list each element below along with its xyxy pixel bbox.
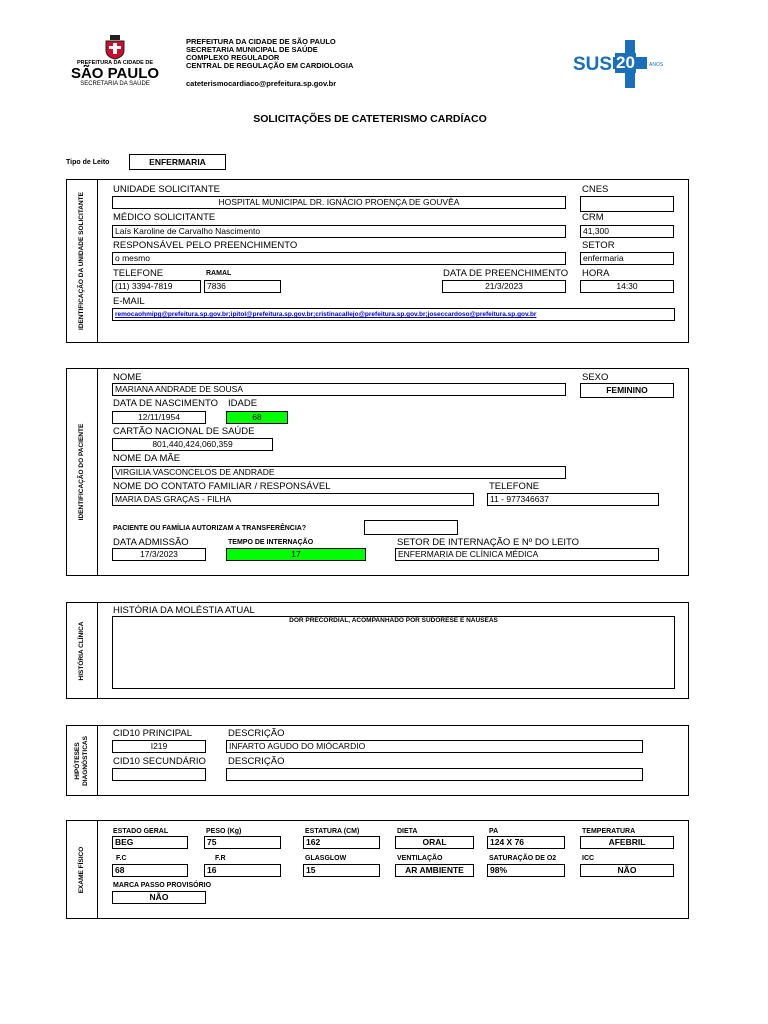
fc-label: F.C — [116, 855, 127, 862]
header-email: cateterismocardiaco@prefeitura.sp.gov.br — [186, 79, 337, 88]
peso-label: PESO (Kg) — [206, 828, 242, 835]
crm-label: CRM — [582, 212, 604, 223]
mae-label: NOME DA MÃE — [113, 453, 181, 464]
descricao-field[interactable]: INFARTO AGUDO DO MIÓCARDIO — [226, 740, 643, 753]
cid-secundario-label: CID10 SECUNDÁRIO — [113, 756, 206, 767]
city-logo-sub: SECRETARIA DA SAÚDE — [80, 81, 150, 87]
temperatura-field[interactable]: AFEBRIL — [580, 836, 674, 849]
descricao-2-field[interactable] — [226, 768, 643, 781]
fc-field[interactable]: 68 — [112, 864, 188, 877]
responsavel-field[interactable]: o mesmo — [112, 252, 566, 265]
nome-label: NOME — [113, 372, 142, 383]
cns-label: CARTÃO NACIONAL DE SAÚDE — [113, 426, 255, 437]
coat-of-arms-icon — [102, 34, 128, 60]
ramal-field[interactable]: 7836 — [204, 280, 281, 293]
autoriza-field[interactable] — [364, 520, 458, 535]
glasgow-field[interactable]: 15 — [303, 864, 380, 877]
idade-label: IDADE — [228, 398, 258, 409]
contato-field[interactable]: MARIA DAS GRAÇAS - FILHA — [112, 493, 474, 506]
sexo-field[interactable]: FEMININO — [580, 383, 674, 398]
peso-field[interactable]: 75 — [204, 836, 281, 849]
data-preenchimento-field[interactable]: 21/3/2023 — [442, 280, 566, 293]
sus-logo — [573, 40, 663, 90]
mae-field[interactable]: VIRGILIA VASCONCELOS DE ANDRADE — [112, 466, 566, 479]
setor-label: SETOR — [582, 240, 615, 251]
medico-label: MÉDICO SOLICITANTE — [113, 212, 216, 223]
telefone-label: TELEFONE — [113, 268, 164, 279]
sus-logo-text: SUS — [573, 54, 613, 75]
descricao-2-label: DESCRIÇÃO — [228, 756, 285, 767]
fr-label: F.R — [215, 855, 226, 862]
contato-label: NOME DO CONTATO FAMILIAR / RESPONSÁVEL — [113, 481, 331, 492]
dieta-field[interactable]: ORAL — [395, 836, 474, 849]
cid-principal-label: CID10 PRINCIPAL — [113, 728, 193, 739]
setor-internacao-field[interactable]: ENFERMARIA DE CLÍNICA MÉDICA — [395, 548, 659, 561]
historia-field[interactable] — [112, 616, 675, 689]
pa-label: PA — [489, 828, 499, 835]
ventilacao-field[interactable]: AR AMBIENTE — [395, 864, 474, 877]
data-preenchimento-label: DATA DE PREENCHIMENTO — [443, 268, 569, 279]
fr-field[interactable]: 16 — [204, 864, 281, 877]
estatura-label: ESTATURA (CM) — [305, 828, 360, 835]
setor-field[interactable]: enfermaria — [580, 252, 674, 265]
header-line-3: COMPLEXO REGULADOR — [186, 53, 280, 62]
dieta-label: DIETA — [397, 828, 418, 835]
header-line-1: PREFEITURA DA CIDADE DE SÃO PAULO — [186, 37, 336, 46]
ventilacao-label: VENTILAÇÃO — [397, 855, 443, 862]
city-logo-name: SÃO PAULO — [70, 65, 160, 82]
page-title: SOLICITAÇÕES DE CATETERISMO CARDÍACO — [253, 113, 487, 125]
unidade-field[interactable]: HOSPITAL MUNICIPAL DR. IGNÁCIO PROENÇA DE GOUVÊA — [112, 196, 566, 209]
responsavel-label: RESPONSÁVEL PELO PREENCHIMENTO — [113, 240, 298, 251]
hora-label: HORA — [582, 268, 610, 279]
cid-secundario-field[interactable] — [112, 768, 206, 781]
tipo-leito-field[interactable]: ENFERMARIA — [129, 154, 226, 170]
ramal-label: RAMAL — [206, 270, 232, 277]
email-field[interactable]: remocaohmipg@prefeitura.sp.gov.br;ipitol@prefeitura.sp.gov.br;cristinacallejo@prefeitura.sp.gov.br;joseccardoso@prefeitura.sp.gov.br — [112, 308, 675, 321]
cid-principal-field[interactable]: I219 — [112, 740, 206, 753]
marca-passo-label: MARCA PASSO PROVISÓRIO — [113, 882, 212, 889]
setor-internacao-label: SETOR DE INTERNAÇÃO E Nº DO LEITO — [397, 537, 580, 548]
cnes-field[interactable] — [580, 196, 674, 212]
paciente-side-label: IDENTIFICAÇÃO DO PACIENTE — [78, 423, 85, 521]
cnes-label: CNES — [582, 184, 609, 195]
estado-geral-field[interactable]: BEG — [112, 836, 188, 849]
temperatura-label: TEMPERATURA — [582, 828, 636, 835]
medico-field[interactable]: Laís Karoline de Carvalho Nascimento — [112, 225, 566, 238]
estado-geral-label: ESTADO GERAL — [113, 828, 169, 835]
saturacao-field[interactable]: 98% — [487, 864, 565, 877]
hora-field[interactable]: 14:30 — [580, 280, 674, 293]
nascimento-label: DATA DE NASCIMENTO — [113, 398, 219, 409]
pa-field[interactable]: 124 X 76 — [487, 836, 565, 849]
glasgow-label: GLASGLOW — [305, 855, 347, 862]
descricao-label: DESCRIÇÃO — [228, 728, 285, 739]
historia-text: DOR PRECORDIAL, ACOMPANHADO POR SUDORESE E NÁUSEAS — [289, 617, 498, 624]
email-label: E-MAIL — [113, 296, 145, 307]
saturacao-label: SATURAÇÃO DE O2 — [489, 855, 557, 862]
icc-label: ICC — [582, 855, 595, 862]
tempo-label: TEMPO DE INTERNAÇÃO — [228, 539, 314, 546]
autoriza-label: PACIENTE OU FAMÍLIA AUTORIZAM A TRANSFERÊNCIA? — [113, 525, 307, 532]
nascimento-field[interactable]: 12/11/1954 — [112, 411, 206, 424]
telefone-field[interactable]: (11) 3394-7819 — [112, 280, 201, 293]
header-line-4: CENTRAL DE REGULAÇÃO EM CARDIOLOGIA — [186, 61, 354, 70]
admissao-label: DATA ADMISSÃO — [113, 537, 189, 548]
marca-passo-field[interactable]: NÃO — [112, 891, 206, 904]
cns-field[interactable]: 801,440,424,060,359 — [112, 438, 273, 451]
city-logo-top: PREFEITURA DA CIDADE DE — [77, 60, 153, 66]
sus-logo-number: 20 — [616, 53, 635, 72]
hipoteses-side-label-2: DIAGNÓSTICAS — [82, 735, 89, 786]
idade-field[interactable]: 68 — [226, 411, 288, 424]
unidade-label: UNIDADE SOLICITANTE — [113, 184, 220, 195]
tempo-field[interactable]: 17 — [226, 548, 366, 561]
icc-field[interactable]: NÃO — [580, 864, 674, 877]
city-logo — [66, 34, 164, 94]
historia-side-label: HISTÓRIA CLÍNICA — [78, 621, 85, 680]
sexo-label: SEXO — [582, 372, 609, 383]
sus-logo-suffix: ANOS — [649, 62, 664, 68]
exame-side-label: EXAME FÍSICO — [78, 846, 85, 893]
hipoteses-side-label-1: HIPÓTESES — [74, 741, 81, 780]
tipo-leito-label: Tipo de Leito — [66, 159, 110, 166]
admissao-field[interactable]: 17/3/2023 — [112, 548, 206, 561]
crm-field[interactable]: 41,300 — [580, 225, 674, 238]
estatura-field[interactable]: 162 — [303, 836, 380, 849]
unidade-side-label: IDENTIFICAÇÃO DA UNIDADE SOLICITANTE — [78, 192, 85, 330]
historia-label: HISTÓRIA DA MOLÉSTIA ATUAL — [113, 605, 255, 616]
paciente-telefone-field[interactable]: 11 - 977346637 — [487, 493, 659, 506]
paciente-telefone-label: TELEFONE — [489, 481, 540, 492]
header-line-2: SECRETARIA MUNICIPAL DE SAÚDE — [186, 45, 318, 54]
nome-field[interactable]: MARIANA ANDRADE DE SOUSA — [112, 383, 566, 396]
